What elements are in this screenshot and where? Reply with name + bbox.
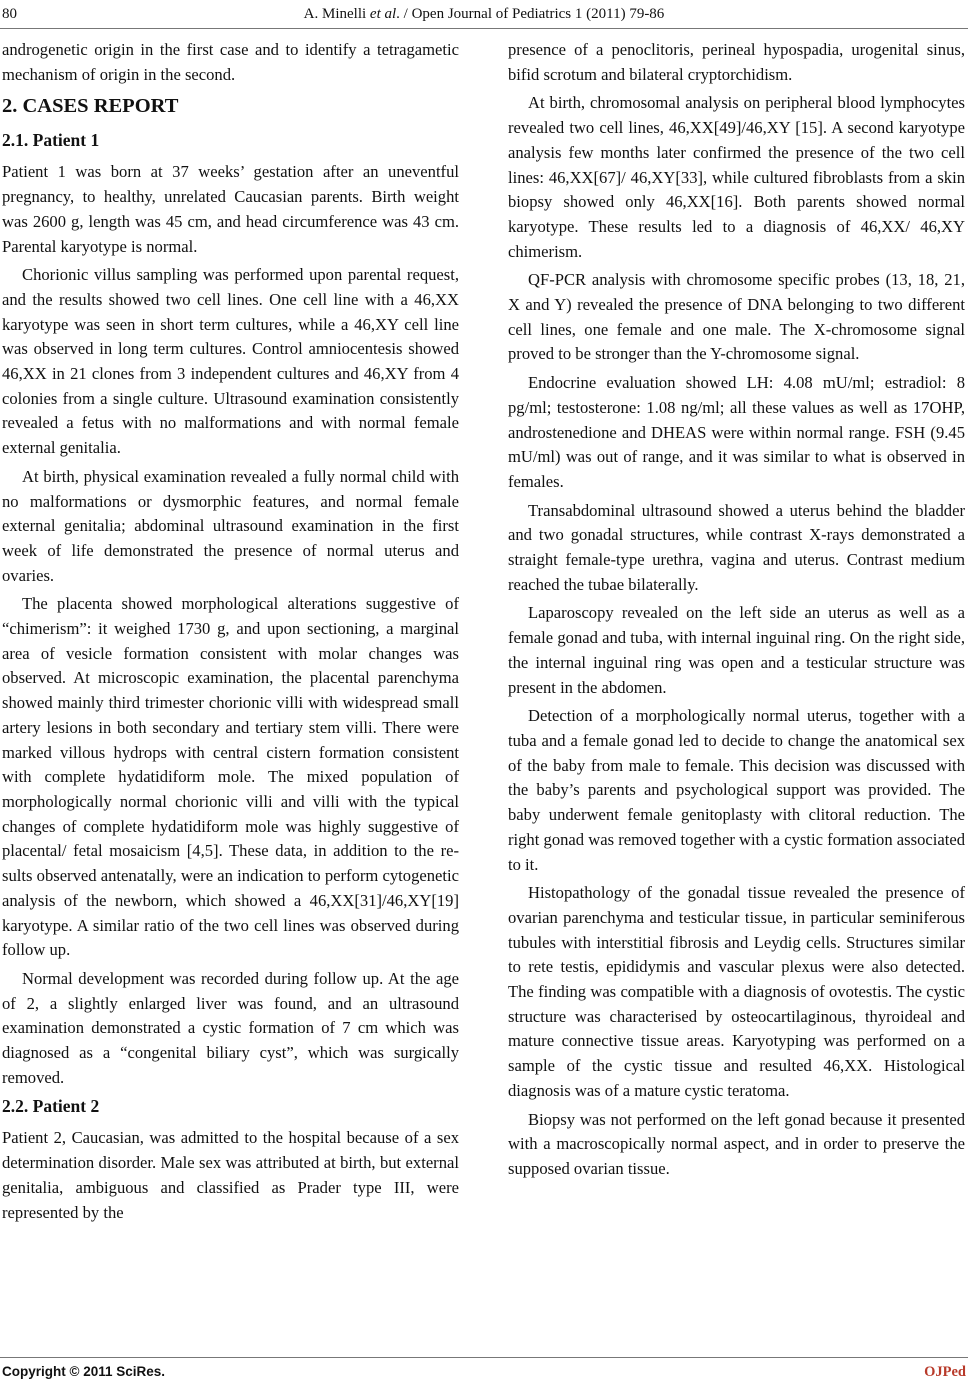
copyright-notice: Copyright © 2011 SciRes. <box>2 1364 166 1379</box>
paragraph: Endocrine evaluation showed LH: 4.08 mU/ml; estradiol: 8 pg/ml; testosterone: 1.08 ng/ml; all these values as well as 17OHP, androstenedione and DHEAS were within normal range. FSH (9.45 mU/ml) was out of range, and it was similar to what is observed in females. <box>508 373 965 491</box>
paragraph: QF-PCR analysis with chromosome specific probes (13, 18, 21, X and Y) revealed the presence of DNA belonging to two different cell lines, one female and one male. The X-chromosome signal proved to be stronger than the Y-chromosome signal. <box>508 270 965 364</box>
paragraph: Chorionic villus sampling was performed upon parental request, and the results showed two cell lines. One cell line with a 46,XX karyotype was seen in short term cultures, while a 46,XY cell line was observed in long term cultures. Control amniocentesis showed 46,XX in 21 clones from 3 independent cultures and 46,XY from 4 colonies from a single culture. Ultrasound examination consistently revealed a fetus with no malformations and with normal female external genitalia. <box>2 265 459 458</box>
subsection-heading-patient-1: 2.1. Patient 1 <box>2 130 100 151</box>
paragraph: Histopathology of the gonadal tissue revealed the presence of ovarian parenchyma and testicular tissue, in particular seminiferous tubules with interstitial fibrosis and Leydig cells. Structures similar to rete testis, epididymis and vascular plexus were also detected. The finding was compatible with a diagnosis of ovotestis. The cystic structure was characterised by osteocartilaginous, thyroideal and mature connective tissue areas. Karyotyping was performed on a sample of the cystic tissue and resulted 46,XX. Histological diagnosis was of a mature cystic teratoma. <box>508 883 965 1100</box>
paragraph: presence of a penoclitoris, perineal hypospadia, urogenital sinus, bifid scrotum and bilateral cryptorchidism. <box>508 40 965 84</box>
paragraph: At birth, chromosomal analysis on peripheral blood lymphocytes revealed two cell lines, 46,XX[49]/46,XY [15]. A second karyotype analysis few months later confirmed the presence of the two cell lines: 46,XX[67]/ 46,XY[33], while cultured fibroblasts from a skin biopsy showed only 46,XX[16]. Both parents showed normal karyotype. These results led to a diagnosis of 46,XX/ 46,XY chimerism. <box>508 93 965 261</box>
journal-abbreviation: OJPed <box>924 1364 966 1380</box>
paragraph: Biopsy was not performed on the left gonad because it presented with a macroscopically normal aspect, and in order to preserve the supposed ovarian tissue. <box>508 1109 965 1178</box>
running-etal: et al <box>369 6 397 22</box>
paragraph: Laparoscopy revealed on the left side an uterus as well as a female gonad and tuba, with internal inguinal ring. On the right side, the internal inguinal ring was open and a testicular structure was present in the abdomen. <box>508 603 965 697</box>
right-column <box>508 38 965 1186</box>
paragraph: Patient 2, Caucasian, was admitted to the hospital because of a sex determination disorder. Male sex was attributed at birth, but external genitalia, ambiguous and classified as Prader type III, were represented by the <box>2 1128 459 1222</box>
paragraph: The placenta showed morphological alterations suggestive of “chimerism”: it weighed 1730 g, and upon sectioning, a marginal area of vesicle formation consistent with molar changes was observed. At microscopic examination, the placental parenchyma showed mainly third trimester chorionic villi with widespread small artery lesions in both secondary and tertiary stem villi. There were marked villous hydrops with central cistern formation consistent with complete hydatidiform mole. The mixed population of morphologically normal chorionic villi and villi with the typical changes of complete hydatidiform mole was highly suggestive of placental/ fetal mosaicism [4,5]. These data, in addition to the results observed antenatally, were an indication to perform cytogenetic analysis of the newborn, which showed a 46,XX[31]/46,XY[19] karyotype. A similar ratio of the two cell lines was observed during follow up. <box>2 594 459 960</box>
paragraph: Patient 1 was born at 37 weeks’ gestation after an uneventful pregnancy, to healthy, unrelated Caucasian parents. Birth weight was 2600 g, length was 45 cm, and head circumference was 43 cm. Parental karyotype is normal. <box>2 162 459 256</box>
paragraph: At birth, physical examination revealed a fully normal child with no malformations or dysmorphic features, and normal female external genitalia; abdominal ultrasound examination in the first week of life demonstrated the presence of normal uterus and ovaries. <box>2 466 459 585</box>
paragraph: androgenetic origin in the first case and to identify a tetragametic mechanism of origin in the second. <box>2 40 459 84</box>
page-footer <box>0 1364 968 1384</box>
running-journal: . / Open Journal of Pediatrics 1 (2011) 79-86 <box>396 6 665 22</box>
header-divider <box>0 28 968 29</box>
running-authors: A. Minelli <box>303 6 367 22</box>
section-heading-cases-report: 2. CASES REPORT <box>2 95 179 118</box>
left-column <box>2 38 459 1229</box>
paragraph: Detection of a morphologically normal uterus, together with a tuba and a female gonad led to decide to change the anatomical sex of the baby from male to female. This decision was discussed with the baby’s parents and psychological support was provided. The baby underwent female genitoplasty with clitoral reduction. The right gonad was removed together with a cystic formation associated to it. <box>508 706 965 874</box>
paragraph: Normal development was recorded during follow up. At the age of 2, a slightly enlarged liver was found, and an ultrasound examination demonstrated a cystic formation of 7 cm which was diagnosed as a “congenital biliary cyst”, which was surgically removed. <box>2 968 459 1087</box>
page-number: 80 <box>2 6 17 22</box>
running-title <box>0 6 968 23</box>
footer-divider <box>0 1357 968 1358</box>
paragraph: Transabdominal ultrasound showed a uterus behind the bladder and two gonadal structures, while contrast X-rays demonstrated a straight female-type urethra, vagina and uterus. Contrast medium reached the tubae bilaterally. <box>508 500 965 594</box>
subsection-heading-patient-2: 2.2. Patient 2 <box>2 1096 100 1117</box>
running-header <box>0 6 968 28</box>
